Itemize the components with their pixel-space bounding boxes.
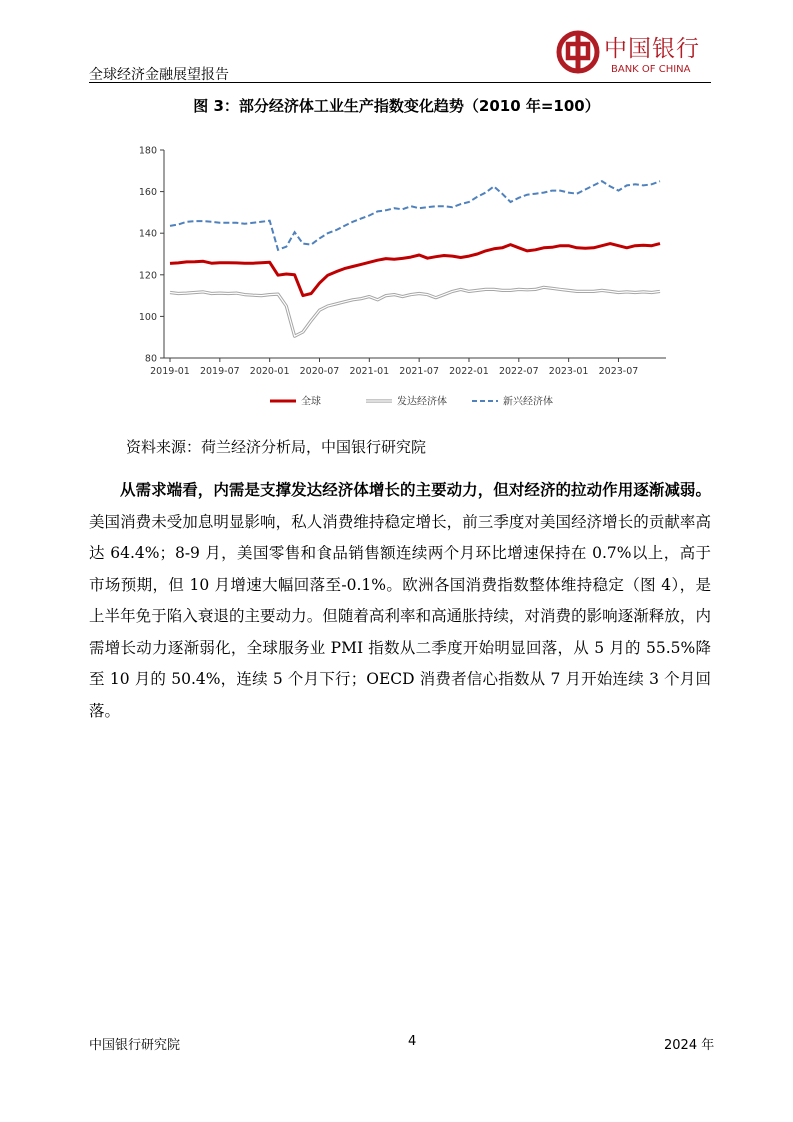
body-text xyxy=(89,474,711,727)
legend-label: 全球 xyxy=(301,396,321,408)
x-tick-label: 2019-01 xyxy=(150,366,190,377)
y-tick-label: 80 xyxy=(144,353,157,365)
paragraph-rest: 美国消费未受加息明显影响，私人消费维持稳定增长，前三季度对美国经济增长的贡献率高达 64.4%；8-9 月，美国零售和食品销售额连续两个月环比增速保持在 0.7%以上，高于市场预期，但 10 月增速大幅回落至-0.1%。欧洲各国消费指数整体维持稳定（图 4），是上半年免于陷入衰退的主要动力。但随着高利率和高通胀持续，对消费的影响逐渐释放，内需增长动力逐渐弱化，全球服务业 PMI 指数从二季度开始明显回落，从 5 月的 55.5%降至 10 月的 50.4%，连续 5 个月下行；OECD 消费者信心指数从 7 月开始连续 3 个月回落。 xyxy=(89,512,711,720)
logo-english-text: BANK OF CHINA xyxy=(611,64,691,75)
y-tick-label: 120 xyxy=(138,270,157,282)
x-tick-label: 2021-07 xyxy=(399,366,440,377)
series-line-emerging xyxy=(170,181,660,250)
header-divider xyxy=(89,82,711,83)
logo-chinese-text: 中国银行 xyxy=(604,36,700,62)
bank-logo xyxy=(556,28,712,78)
y-tick-label: 160 xyxy=(138,187,157,199)
x-tick-label: 2019-07 xyxy=(199,366,240,377)
y-tick-label: 140 xyxy=(138,228,157,240)
footer-year: 2024 年 xyxy=(664,1038,715,1053)
x-tick-label: 2020-07 xyxy=(299,366,340,377)
series-line-global xyxy=(170,244,660,296)
x-tick-label: 2020-01 xyxy=(249,366,290,377)
x-tick-label: 2022-07 xyxy=(498,366,539,377)
x-tick-label: 2021-01 xyxy=(349,366,390,377)
figure-title: 图 3：部分经济体工业生产指数变化趋势（2010 年=100） xyxy=(193,97,600,115)
series-line-developed-inner xyxy=(170,287,660,336)
paragraph-lead: 从需求端看，内需是支撑发达经济体增长的主要动力，但对经济的拉动作用逐渐减弱。 xyxy=(120,480,711,499)
figure-source: 资料来源：荷兰经济分析局，中国银行研究院 xyxy=(126,438,427,456)
y-tick-label: 100 xyxy=(138,311,157,323)
paragraph xyxy=(89,474,711,727)
page-number: 4 xyxy=(408,1034,417,1049)
footer-org: 中国银行研究院 xyxy=(89,1038,181,1053)
industrial-production-chart xyxy=(128,138,678,418)
x-tick-label: 2023-01 xyxy=(548,366,589,377)
bank-emblem-icon xyxy=(556,30,600,74)
y-tick-label: 180 xyxy=(138,145,157,157)
x-tick-label: 2023-07 xyxy=(598,366,639,377)
x-tick-label: 2022-01 xyxy=(449,366,489,377)
legend-label: 发达经济体 xyxy=(397,396,447,408)
report-title: 全球经济金融展望报告 xyxy=(89,67,229,83)
legend-label: 新兴经济体 xyxy=(503,396,553,408)
